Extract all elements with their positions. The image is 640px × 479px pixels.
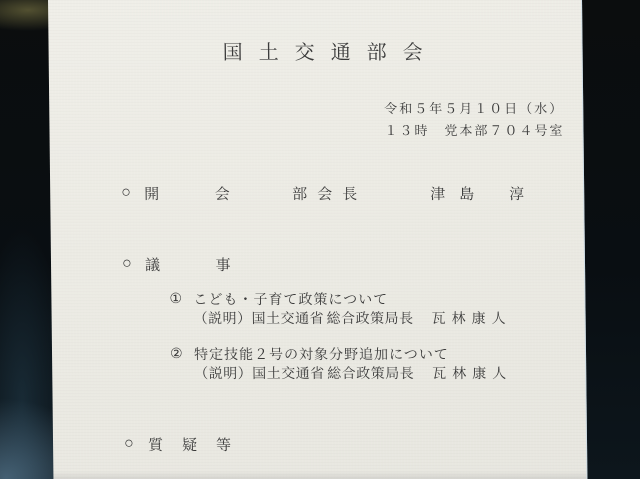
agenda-item-2-explainer-name: 瓦林康人 — [432, 365, 513, 381]
agenda-item-1-title: こども・子育て政策について — [193, 291, 389, 307]
agenda-item-2-explainer-role: 総合政策局長 — [327, 365, 415, 381]
agenda-item-1-explainer-name: 瓦林康人 — [431, 310, 512, 326]
agenda-item-1-explainer-role: 総合政策局長 — [326, 310, 414, 326]
opening-presenter-role: 部会長 — [292, 186, 368, 203]
agenda-bullet-icon: ○ — [121, 255, 132, 272]
meeting-date: 令和５年５月１０日（水） — [384, 101, 565, 116]
opening-bullet-icon: ○ — [121, 184, 131, 201]
meeting-time-place: １３時 党本部７０４号室 — [384, 123, 565, 138]
opening-presenter-surname: 津島 — [430, 186, 489, 203]
qa-bullet-icon: ○ — [123, 435, 134, 452]
agenda-item-2-title: 特定技能２号の対象分野追加について — [193, 346, 449, 362]
qa-heading: 質 疑 等 — [147, 437, 234, 454]
agenda-paper — [48, 0, 587, 479]
agenda-item-2-explainer-prefix: （説明）国土交通省 — [194, 365, 325, 381]
opening-presenter-givenname: 淳 — [509, 186, 525, 203]
page-title: 国土交通部会 — [222, 42, 439, 64]
agenda-item-2-number: ② — [169, 345, 183, 361]
agenda-heading: 議 事 — [144, 257, 240, 274]
agenda-item-1-explainer-prefix: （説明）国土交通省 — [193, 310, 325, 326]
opening-label: 開 会 — [144, 186, 239, 203]
agenda-item-1-number: ① — [169, 290, 183, 306]
